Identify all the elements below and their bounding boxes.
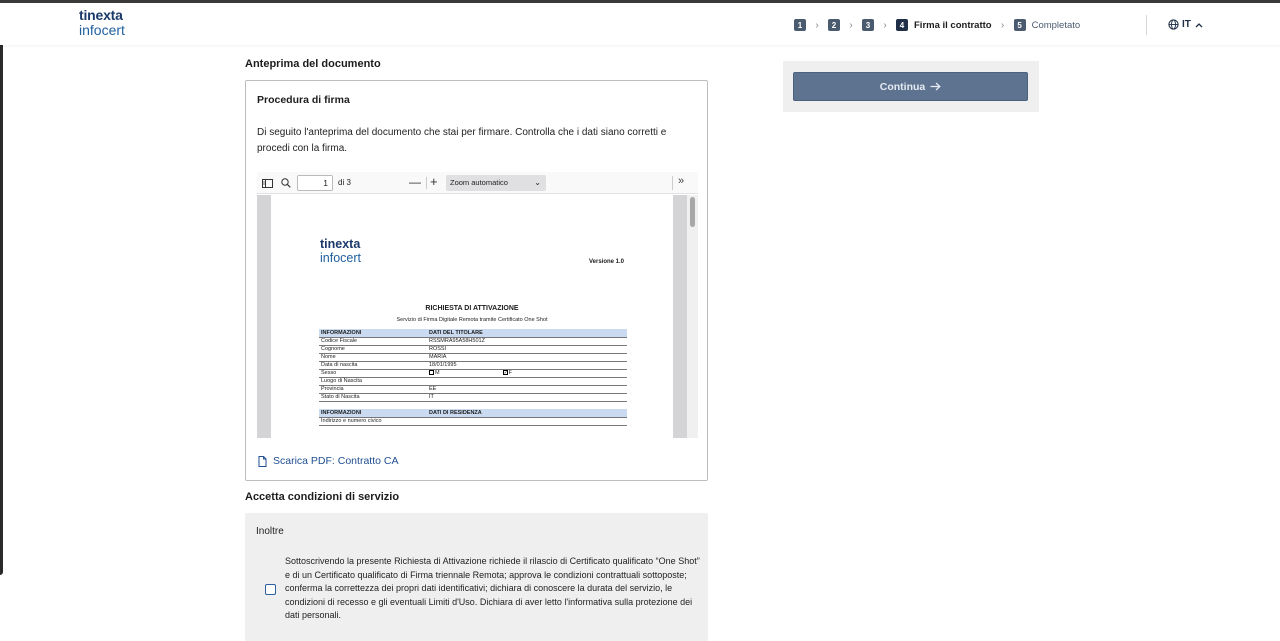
- table-row: [319, 361, 627, 369]
- table-row: [319, 393, 627, 401]
- sex-option-f: F: [508, 369, 513, 376]
- table-row: [319, 345, 627, 353]
- zoom-in-button[interactable]: +: [430, 174, 438, 189]
- checkbox-f-checked-icon: ✓: [503, 369, 508, 376]
- table-cell-label: Cognome: [319, 345, 427, 353]
- table-spacer-row: [319, 401, 627, 409]
- continue-button[interactable]: [793, 72, 1028, 101]
- table-cell-value: [427, 369, 627, 377]
- table-cell-value: ROSSI: [427, 345, 627, 353]
- zoom-divider: [426, 177, 427, 189]
- page-total-label: di 3: [338, 178, 351, 187]
- checkbox-m-icon: [429, 370, 434, 375]
- window-left-edge: [0, 3, 3, 575]
- step-3-badge[interactable]: 3: [862, 19, 874, 31]
- zoom-select-value: Zoom automatico: [450, 178, 508, 187]
- table-cell-label: Provincia: [319, 385, 427, 393]
- table-cell-value: [427, 377, 627, 385]
- pdf-title: RICHIESTA DI ATTIVAZIONE: [425, 305, 519, 312]
- table-row: [319, 369, 627, 377]
- table-cell-label: Codice Fiscale: [319, 337, 427, 345]
- step-4-label: Firma il contratto: [914, 19, 992, 31]
- globe-icon: [1168, 19, 1179, 30]
- pdf-brand-logo: [320, 237, 361, 265]
- toolbar-divider: [672, 176, 673, 190]
- table-header-cell: DATI DI RESIDENZA: [427, 409, 627, 417]
- table-cell-value: RSSMRA95A58H501Z: [427, 337, 627, 345]
- sex-option-m: M: [435, 369, 440, 376]
- table-cell-value: EE: [427, 385, 627, 393]
- table-row: [319, 353, 627, 361]
- table-cell-label: Stato di Nascita: [319, 393, 427, 401]
- table-row: [319, 385, 627, 393]
- chevron-right-icon: ›: [815, 19, 819, 31]
- conditions-box: [245, 513, 708, 641]
- accept-conditions-checkbox[interactable]: [265, 584, 276, 595]
- table-cell-label: Sesso: [319, 369, 427, 377]
- arrow-right-icon: [930, 82, 941, 91]
- table-header-row: [319, 409, 627, 417]
- table-cell-label: Nome: [319, 353, 427, 361]
- table-cell-label: Data di nascita: [319, 361, 427, 369]
- chevron-up-icon: [1195, 22, 1203, 28]
- table-row: [319, 377, 627, 385]
- brand-line1: tinexta: [79, 7, 123, 23]
- document-preview-card: [245, 80, 708, 481]
- table-cell-value: IT: [427, 393, 627, 401]
- table-header-cell: DATI DEL TITOLARE: [427, 329, 627, 337]
- conditions-intro: Inoltre: [256, 526, 284, 537]
- search-icon[interactable]: [279, 176, 293, 190]
- pdf-data-table: [319, 329, 627, 426]
- progress-stepper: [794, 18, 1080, 32]
- step-4-badge: 4: [896, 19, 908, 31]
- pdf-viewer-area[interactable]: [257, 195, 698, 438]
- step-5-label: Completato: [1031, 19, 1081, 31]
- chevron-right-icon: ›: [849, 19, 853, 31]
- table-row: [319, 337, 627, 345]
- pdf-brand-line2: infocert: [320, 251, 361, 265]
- table-header-cell: INFORMAZIONI: [319, 409, 427, 417]
- table-cell-value: [427, 417, 627, 425]
- table-row: [319, 417, 627, 425]
- tools-menu-button[interactable]: »: [678, 175, 685, 187]
- pdf-toolbar: [257, 172, 698, 194]
- preview-section-title: Anteprima del documento: [245, 58, 381, 70]
- pdf-subtitle: Servizio di Firma Digitale Remota tramite Certificato One Shot: [396, 317, 548, 323]
- language-code: IT: [1182, 19, 1191, 30]
- table-cell-value: MARIA: [427, 353, 627, 361]
- language-selector[interactable]: [1168, 19, 1206, 30]
- brand-logo[interactable]: [79, 8, 125, 38]
- pdf-scrollbar-thumb[interactable]: [690, 197, 695, 227]
- table-header-row: [319, 329, 627, 337]
- page-number-input[interactable]: 1: [297, 175, 333, 191]
- table-cell-label: Indirizzo e numero civico: [319, 417, 427, 425]
- preview-description: Di seguito l'anteprima del documento che stai per firmare. Controlla che i dati siano corretti e procedi con la firma.: [257, 127, 667, 154]
- download-pdf-label: Scarica PDF: Contratto CA: [273, 455, 399, 467]
- download-pdf-link[interactable]: [258, 455, 398, 467]
- step-2-badge[interactable]: 2: [828, 19, 840, 31]
- pdf-version: Versione 1.0: [589, 259, 625, 265]
- step-5-badge: 5: [1014, 19, 1026, 31]
- action-panel: [783, 61, 1039, 112]
- table-cell-label: Luogo di Nascita: [319, 377, 427, 385]
- conditions-text: Sottoscrivendo la presente Richiesta di Attivazione richiede il rilascio di Certificato qualificato “One Shot” e di un Certificato qualificato di Firma triennale Remota; approva le condizioni contrattuali sottoposte; conferma la correttezza dei propri dati identificativi; dichiara di conoscere la durata del servizio, le condizioni di recesso e gli eventuali Limiti d'Uso. Dichiara di aver letto l'informativa sulla protezione dei dati personali.: [285, 556, 700, 620]
- chevron-right-icon: ›: [883, 19, 887, 31]
- app-header: [0, 3, 1280, 45]
- table-header-cell: INFORMAZIONI: [319, 329, 427, 337]
- brand-line2: infocert: [79, 22, 125, 38]
- document-icon: [258, 456, 267, 467]
- table-cell-value: 18/01/1995: [427, 361, 627, 369]
- pdf-page: [271, 195, 673, 438]
- chevron-right-icon: ›: [1000, 19, 1005, 31]
- continue-button-label: Continua: [879, 80, 926, 93]
- signing-procedure-heading: Procedura di firma: [257, 94, 350, 106]
- pdf-scrollbar[interactable]: [687, 195, 698, 438]
- zoom-select[interactable]: [446, 175, 546, 191]
- conditions-section-title: Accetta condizioni di servizio: [245, 491, 400, 503]
- header-divider: [1146, 15, 1147, 35]
- pdf-brand-line1: tinexta: [320, 237, 361, 251]
- sidebar-toggle-icon[interactable]: [260, 176, 274, 190]
- zoom-out-button[interactable]: —: [409, 175, 421, 189]
- step-1-badge[interactable]: 1: [794, 19, 806, 31]
- chevron-down-icon: ⌄: [534, 178, 541, 187]
